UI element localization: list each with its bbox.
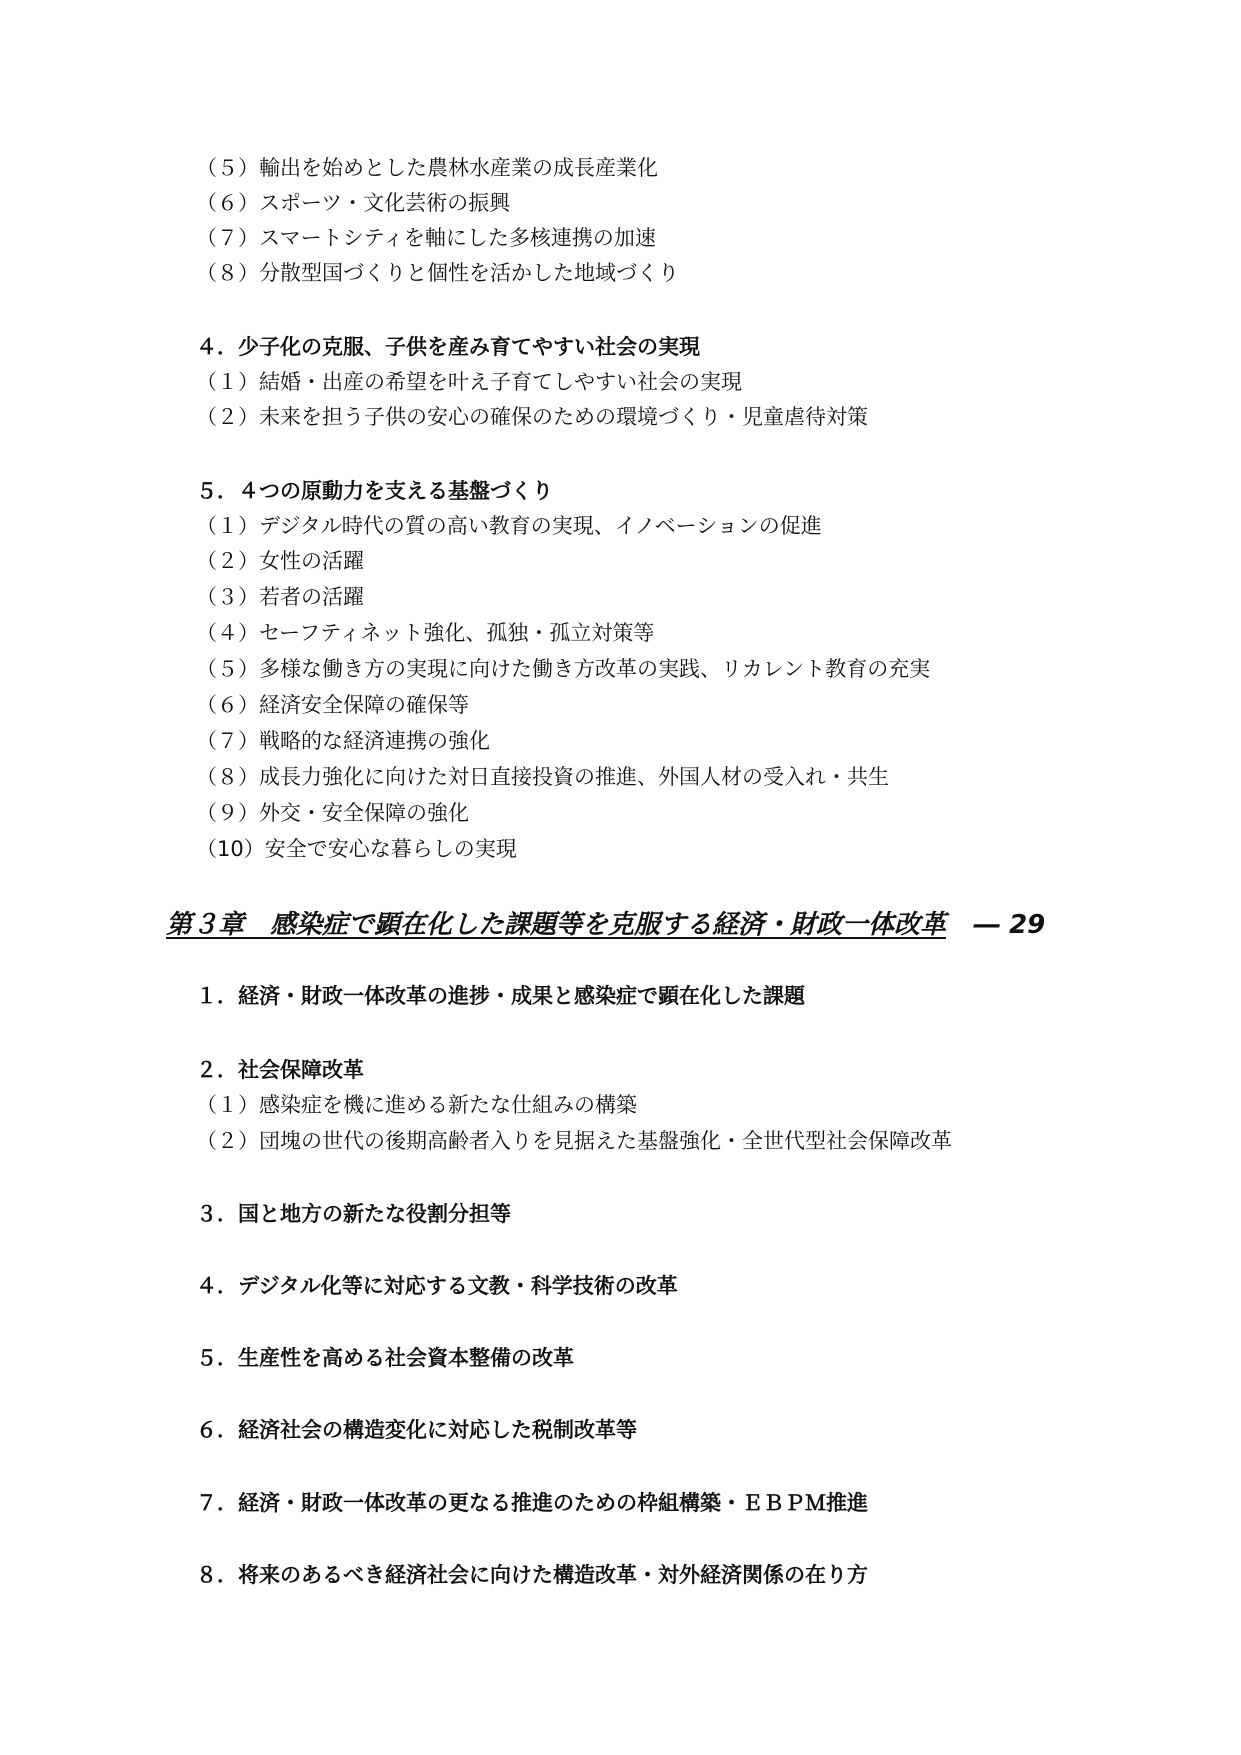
toc-section-heading: ３．国と地方の新たな役割分担等 (196, 1202, 511, 1226)
chapter-page-number: ― 29 (974, 910, 1046, 940)
toc-item: （２）団塊の世代の後期高齢者入りを見据えた基盤強化・全世代型社会保障改革 (196, 1129, 952, 1153)
toc-item: （７）戦略的な経済連携の強化 (196, 729, 490, 753)
toc-item: （２）未来を担う子供の安心の確保のための環境づくり・児童虐待対策 (196, 405, 868, 429)
toc-item: （７）スマートシティを軸にした多核連携の加速 (196, 226, 656, 250)
toc-item: （９）外交・安全保障の強化 (196, 801, 469, 825)
toc-section-heading: ５．４つの原動力を支える基盤づくり (196, 479, 553, 503)
toc-item: （４）セーフティネット強化、孤独・孤立対策等 (196, 621, 655, 645)
toc-item: （３）若者の活躍 (196, 585, 364, 609)
chapter-heading (166, 908, 1045, 942)
chapter-title: 第３章 感染症で顕在化した課題等を克服する経済・財政一体改革 (166, 910, 947, 940)
toc-item: （１）デジタル時代の質の高い教育の実現、イノベーションの促進 (196, 514, 822, 538)
toc-item: （８）成長力強化に向けた対日直接投資の推進、外国人材の受入れ・共生 (196, 765, 889, 789)
toc-item: （２）女性の活躍 (196, 549, 364, 573)
toc-item: （５）輸出を始めとした農林水産業の成長産業化 (196, 156, 658, 180)
toc-section-heading: １．経済・財政一体改革の進捗・成果と感染症で顕在化した課題 (196, 984, 805, 1008)
toc-section-heading: ４．デジタル化等に対応する文教・科学技術の改革 (196, 1274, 678, 1298)
toc-section-heading: ６．経済社会の構造変化に対応した税制改革等 (196, 1418, 637, 1442)
toc-section-heading: ７．経済・財政一体改革の更なる推進のための枠組構築・ＥＢＰＭ推進 (196, 1491, 868, 1515)
toc-item: （１）感染症を機に進める新たな仕組みの構築 (196, 1093, 637, 1117)
toc-section-heading: ２．社会保障改革 (196, 1058, 364, 1082)
toc-item: （６）経済安全保障の確保等 (196, 693, 469, 717)
toc-section-heading: ５．生産性を高める社会資本整備の改革 (196, 1346, 574, 1370)
toc-section-heading: ４．少子化の克服、子供を産み育てやすい社会の実現 (196, 335, 700, 359)
toc-item: （６）スポーツ・文化芸術の振興 (196, 191, 511, 215)
toc-item: （10）安全で安心な暮らしの実現 (196, 837, 517, 861)
toc-section-heading: ８．将来のあるべき経済社会に向けた構造改革・対外経済関係の在り方 (196, 1563, 868, 1587)
toc-item: （５）多様な働き方の実現に向けた働き方改革の実践、リカレント教育の充実 (196, 657, 931, 681)
toc-item: （１）結婚・出産の希望を叶え子育てしやすい社会の実現 (196, 370, 742, 394)
toc-item: （８）分散型国づくりと個性を活かした地域づくり (196, 261, 679, 285)
